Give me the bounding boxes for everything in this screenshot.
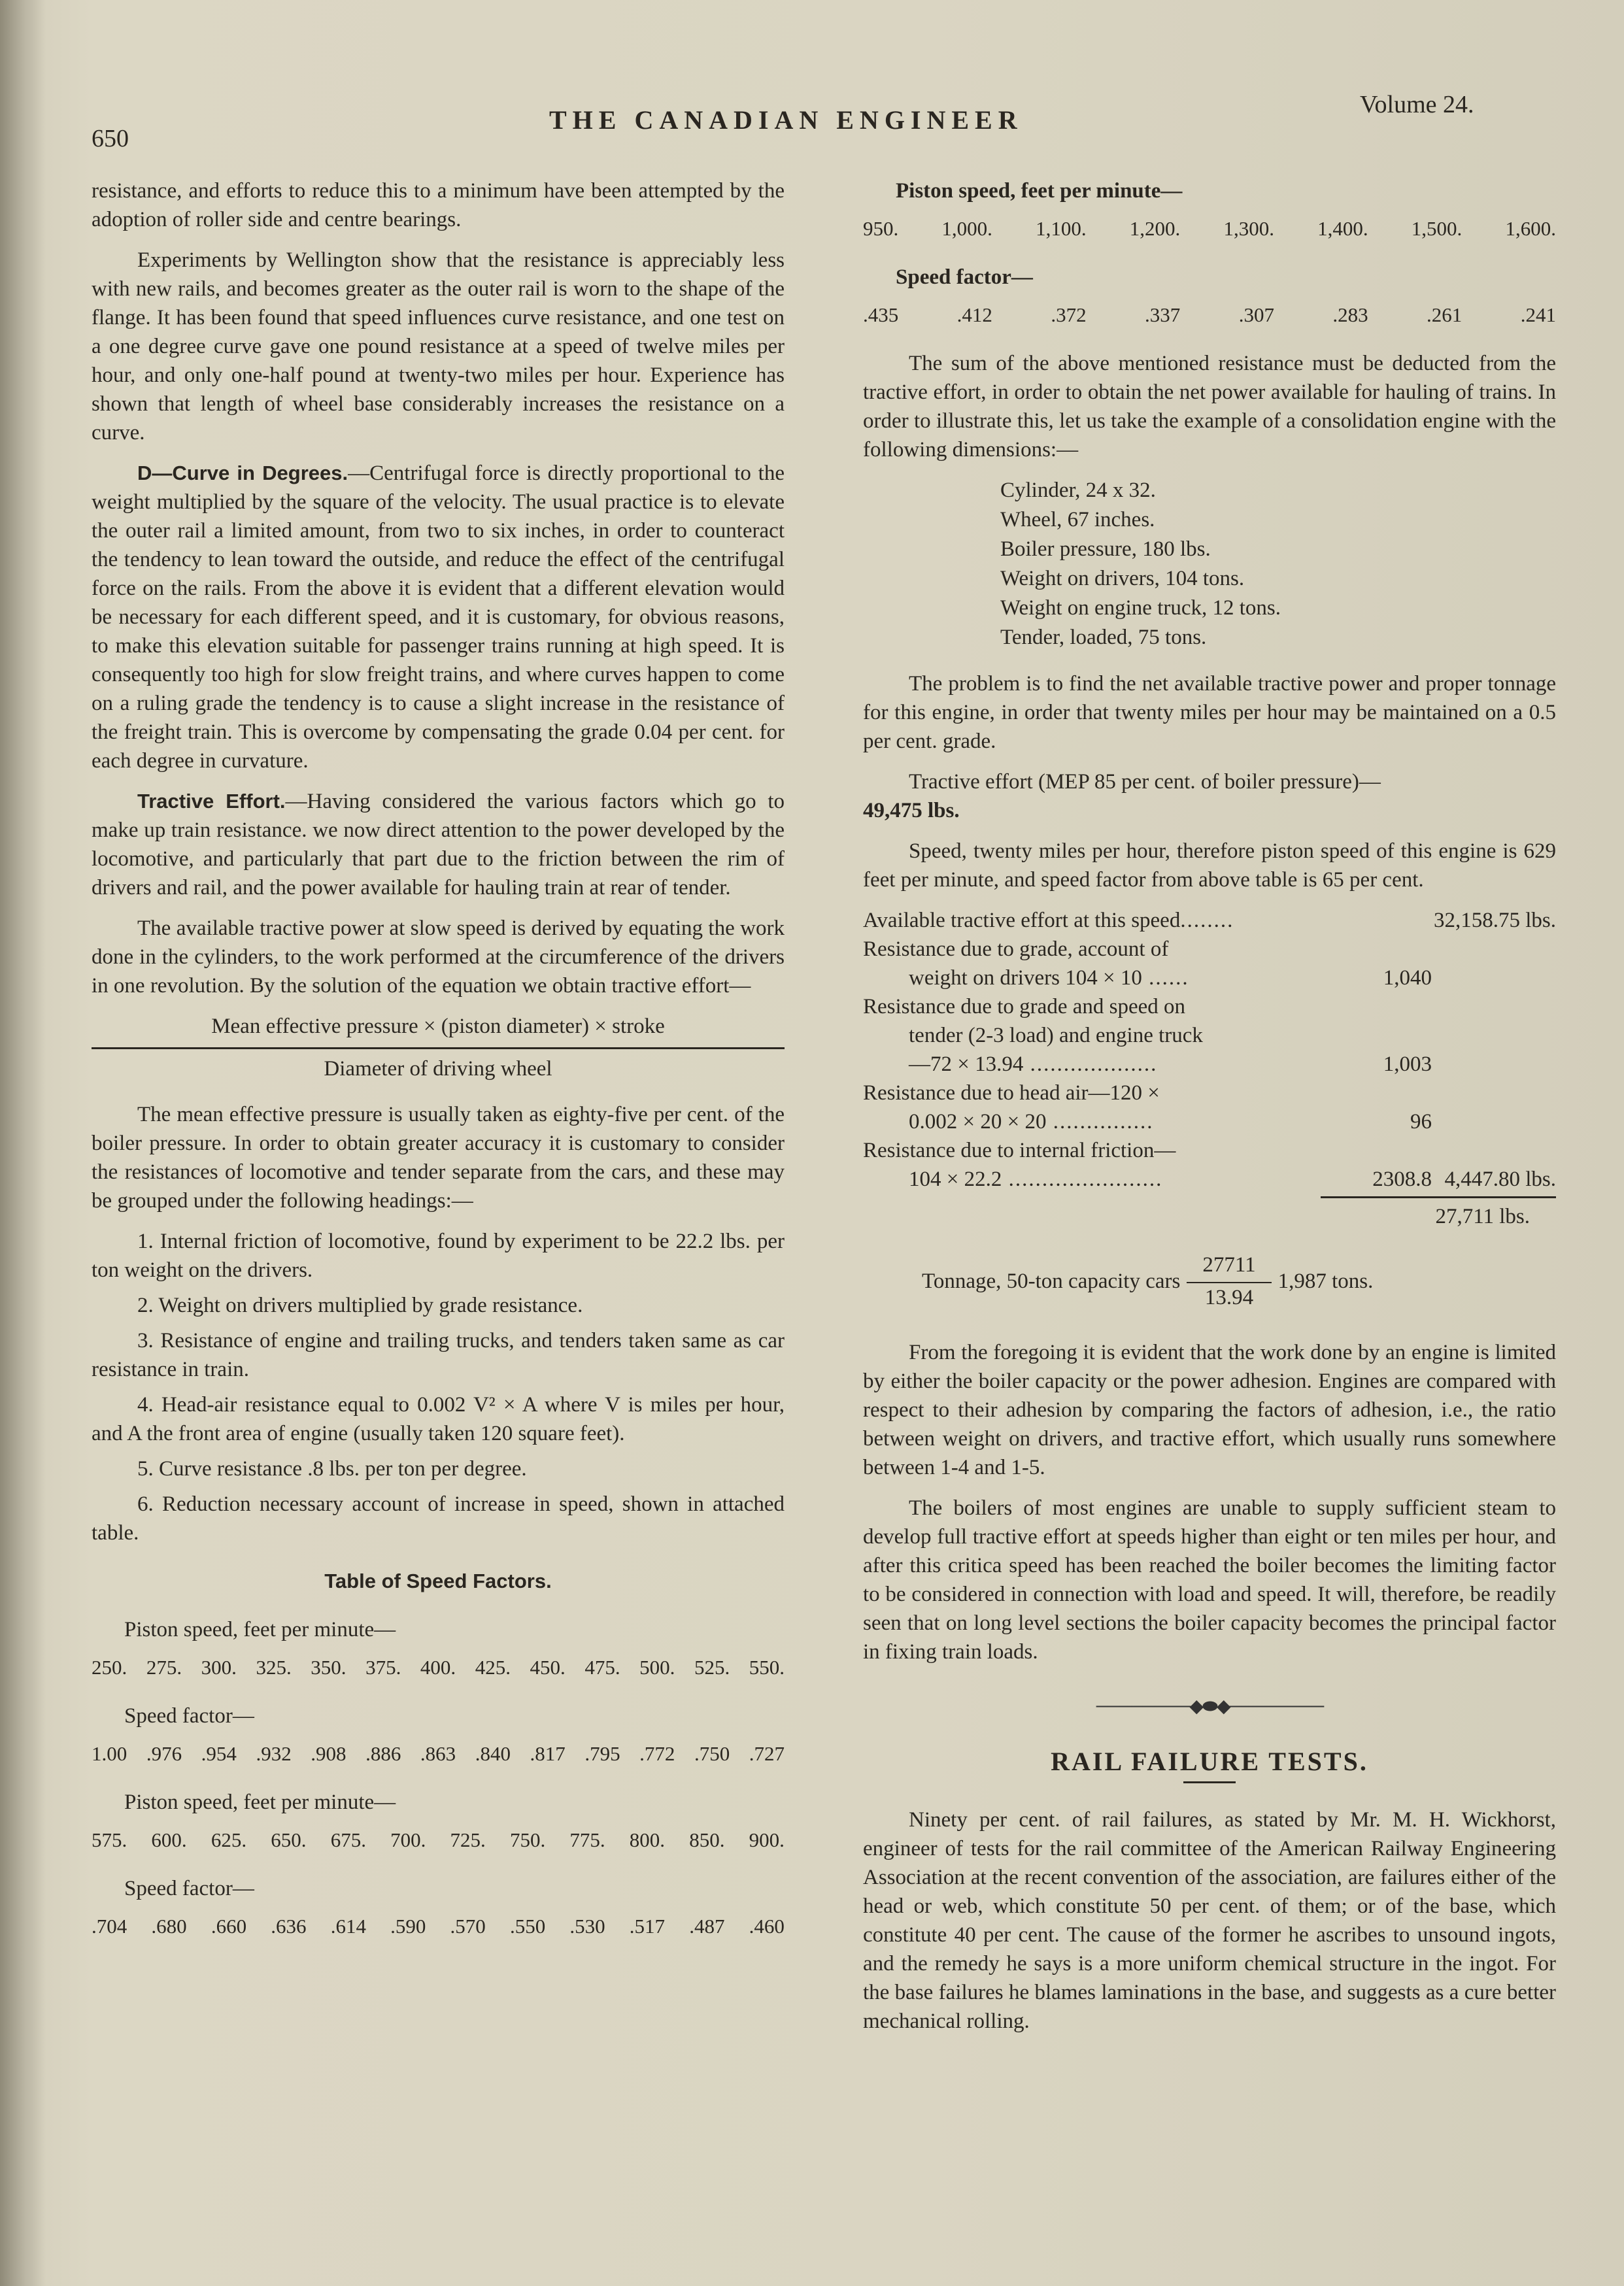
table-cell: .660 xyxy=(211,1915,247,1938)
table-cell: 1,300. xyxy=(1223,217,1274,240)
table-cell: .590 xyxy=(390,1915,426,1938)
table-cell: .886 xyxy=(365,1742,401,1765)
table-cell: 750. xyxy=(509,1828,546,1851)
list-item: 5. Curve resistance .8 lbs. per ton per degree. xyxy=(137,1457,527,1481)
list-item: 4. Head-air resistance equal to 0.002 V² × A where V is miles per hour, and A the front area of engine (usually taken 120 square feet). xyxy=(92,1393,785,1445)
paragraph: Experiments by Wellington show that the resistance is appreciably less with new rails, and becomes greater as the outer rail is worn to the shape of the flange. It has been found that speed influences curve resistance, and one test on a one degree curve gave one pound resistance at a speed of twelve miles per hour, and only one-half pound at twenty-two miles per hour. Experience has shown that length of wheel base considerably increases the resistance on a curve. xyxy=(92,248,785,445)
speed-factor-row xyxy=(92,1740,785,1768)
calc-label: Resistance due to grade, account of xyxy=(863,937,1169,961)
paragraph xyxy=(92,459,785,775)
table-cell: 725. xyxy=(450,1828,486,1851)
table-cell: 525. xyxy=(694,1656,730,1679)
volume-label: Volume 24. xyxy=(1360,91,1474,118)
calc-value: 96 xyxy=(1410,1110,1432,1134)
table-cell: .614 xyxy=(330,1915,366,1938)
table-cell: 1,000. xyxy=(941,217,992,240)
piston-speed-label: Piston speed, feet per minute— xyxy=(124,1618,396,1641)
table-cell: .863 xyxy=(420,1742,456,1765)
table-cell: 775. xyxy=(569,1828,605,1851)
calc-value: 1,040 xyxy=(1383,966,1432,990)
table-cell: 850. xyxy=(689,1828,725,1851)
formula-numerator: Mean effective pressure × (piston diameter) × stroke xyxy=(92,1012,785,1049)
paragraph: From the foregoing it is evident that the work done by an engine is limited by either the boiler capacity or the power adhesion. Engines are compared with respect to their adhesion by comparing the factors of adhesion, i.e., the ratio between weight on drivers, and tractive effort, which usually runs somewhere between 1-4 and 1-5. xyxy=(863,1341,1556,1479)
list-item: 2. Weight on drivers multiplied by grade resistance. xyxy=(137,1294,583,1317)
calc-label: tender (2-3 load) and engine truck xyxy=(909,1024,1203,1047)
tonnage-result: 1,987 tons. xyxy=(1277,1269,1374,1293)
table-cell: 550. xyxy=(749,1656,785,1679)
calc-row xyxy=(863,964,1556,992)
calc-value: 2308.8 xyxy=(1372,1168,1432,1191)
table-cell: 350. xyxy=(311,1656,347,1679)
speed-factor-row xyxy=(92,1912,785,1941)
calc-row xyxy=(863,1136,1556,1165)
table-cell: .435 xyxy=(863,303,899,326)
journal-title: THE CANADIAN ENGINEER xyxy=(549,105,1023,135)
table-cell: 325. xyxy=(256,1656,292,1679)
page-number: 650 xyxy=(92,125,129,152)
calc-row xyxy=(863,1165,1556,1194)
tonnage-fraction xyxy=(1187,1251,1271,1312)
table-cell: 1.00 xyxy=(92,1742,127,1765)
table-cell: 275. xyxy=(146,1656,182,1679)
tonnage-denominator: 13.94 xyxy=(1204,1286,1254,1309)
page-binding-shadow xyxy=(0,0,46,2286)
calc-label: Available tractive effort at this speed........ xyxy=(863,909,1234,932)
table-cell: .337 xyxy=(1145,303,1181,326)
paragraph xyxy=(92,787,785,902)
paragraph xyxy=(863,796,1556,825)
speed-factor-table-title: Table of Speed Factors. xyxy=(324,1570,552,1592)
calc-row xyxy=(863,906,1556,935)
paragraph: Tractive effort (MEP 85 per cent. of boiler pressure)— xyxy=(909,770,1381,794)
table-cell: 450. xyxy=(530,1656,566,1679)
table-cell: .487 xyxy=(689,1915,725,1938)
paragraph: The mean effective pressure is usually taken as eighty-five per cent. of the boiler pressure. In order to obtain greater accuracy it is customary to consider the resistances of locomotive and tender separate from the cars, and these may be grouped under the following headings:— xyxy=(92,1103,785,1213)
piston-speed-label: Piston speed, feet per minute— xyxy=(124,1790,396,1814)
list-item: 6. Reduction necessary account of increase in speed, shown in attached table. xyxy=(92,1492,785,1545)
spec-line: Weight on drivers, 104 tons. xyxy=(1000,567,1245,590)
table-cell: .261 xyxy=(1427,303,1463,326)
table-cell: 950. xyxy=(863,217,899,240)
table-cell: 375. xyxy=(365,1656,401,1679)
calc-label: Resistance due to grade and speed on xyxy=(863,995,1186,1018)
net-tractive-effort: 27,711 lbs. xyxy=(1435,1205,1530,1228)
piston-speed-row xyxy=(92,1826,785,1855)
piston-speed-row xyxy=(92,1653,785,1682)
section-title: RAIL FAILURE TESTS. xyxy=(1051,1747,1368,1776)
table-cell: 1,500. xyxy=(1411,217,1463,240)
table-cell: 300. xyxy=(201,1656,237,1679)
table-cell: .976 xyxy=(146,1742,182,1765)
piston-speed-label: Piston speed, feet per minute— xyxy=(896,179,1183,203)
table-cell: .727 xyxy=(749,1742,785,1765)
list-item: 3. Resistance of engine and trailing trucks, and tenders taken same as car resistance in train. xyxy=(92,1329,785,1381)
tractive-effort-value: 49,475 lbs. xyxy=(863,799,960,822)
paragraph: The sum of the above mentioned resistance must be deducted from the tractive effort, in order to obtain the net power available for hauling of trains. In order to illustrate this, let us take the example of a consolidation engine with the following dimensions:— xyxy=(863,352,1556,462)
table-cell: 400. xyxy=(420,1656,456,1679)
table-cell: .817 xyxy=(530,1742,566,1765)
title-rule xyxy=(1183,1781,1236,1783)
table-cell: .772 xyxy=(639,1742,675,1765)
table-cell: .241 xyxy=(1520,303,1556,326)
tonnage-numerator: 27711 xyxy=(1187,1251,1271,1283)
speed-factor-row xyxy=(863,301,1556,329)
resistance-calculation xyxy=(863,906,1556,1231)
table-cell: .932 xyxy=(256,1742,292,1765)
speed-factor-label: Speed factor— xyxy=(124,1877,254,1900)
table-cell: .908 xyxy=(311,1742,347,1765)
table-cell: 475. xyxy=(584,1656,620,1679)
spec-line: Wheel, 67 inches. xyxy=(1000,508,1155,531)
table-cell: .530 xyxy=(569,1915,605,1938)
calc-label: —72 × 13.94 ................... xyxy=(909,1052,1158,1076)
table-cell: .283 xyxy=(1332,303,1368,326)
piston-speed-row xyxy=(863,214,1556,243)
calc-row xyxy=(863,1021,1556,1050)
table-cell: .750 xyxy=(694,1742,730,1765)
table-cell: .840 xyxy=(475,1742,511,1765)
resistance-list xyxy=(92,1227,785,1547)
tonnage-calculation xyxy=(922,1251,1556,1312)
spec-line: Weight on engine truck, 12 tons. xyxy=(1000,596,1281,620)
calc-label: 104 × 22.2 ....................... xyxy=(909,1168,1163,1191)
calc-row xyxy=(863,992,1556,1021)
table-cell: .570 xyxy=(450,1915,486,1938)
table-cell: .704 xyxy=(92,1915,127,1938)
table-cell: 800. xyxy=(629,1828,666,1851)
table-cell: 575. xyxy=(92,1828,127,1851)
table-cell: 900. xyxy=(749,1828,785,1851)
table-cell: 600. xyxy=(151,1828,187,1851)
table-cell: .550 xyxy=(509,1915,546,1938)
paragraph: Ninety per cent. of rail failures, as stated by Mr. M. H. Wickhorst, engineer of tests for the rail committee of the American Railway Engineering Association at the recent convention of the association, are failures either of the head or web, which constitute 50 per cent. of them; or of the base, which constitute 40 per cent. The cause of the former he ascribes to unsound ingots, and the remedy he says is a more uniform chemical structure in the ingot. For the base failures he blames laminations in the base, and suggests as a cure better mechanical rolling. xyxy=(863,1808,1556,2033)
paragraph-text: —Centrifugal force is directly proportional to the weight multiplied by the square of the velocity. The usual practice is to elevate the outer rail a limited amount, from two to six inches, in order to counteract the tendency to lean toward the outside, and reduce the effect of the centrifugal force on the rails. From the above it is evident that a different elevation would be necessary for each different speed, and it is customary, for obvious reasons, to make this elevation suitable for passenger trains running at high speed. It is consequently too high for slow freight trains, and where curves happen to come on a ruling grade the tendency is to cause a slight increase in the resistance of the freight train. This is overcome by compensating the grade 0.04 per cent. for each degree in curvature. xyxy=(92,462,785,773)
paragraph: The boilers of most engines are unable to supply sufficient steam to develop full tractive effort at speeds higher than eight or ten miles per hour, and after this critica speed has been reached the boiler becomes the limiting factor to be considered in connection with load and speed. It will, therefore, be readily seen that on long level sections the boiler capacity becomes the principal factor in fixing train loads. xyxy=(863,1496,1556,1664)
paragraph: The available tractive power at slow speed is derived by equating the work done in the cylinders, to the work performed at the circumference of the drivers in one revolution. By the solution of the equation we obtain tractive effort— xyxy=(92,916,785,998)
spec-line: Cylinder, 24 x 32. xyxy=(1000,479,1156,502)
run-in-heading: D—Curve in Degrees. xyxy=(137,462,348,484)
table-cell: .795 xyxy=(584,1742,620,1765)
table-cell: 425. xyxy=(475,1656,511,1679)
calc-label: Resistance due to internal friction— xyxy=(863,1139,1176,1162)
table-cell: 1,400. xyxy=(1317,217,1368,240)
table-cell: 1,600. xyxy=(1505,217,1556,240)
table-cell: 1,100. xyxy=(1036,217,1087,240)
calc-label: 0.002 × 20 × 20 ............... xyxy=(909,1110,1154,1134)
table-cell: .517 xyxy=(629,1915,666,1938)
run-in-heading: Tractive Effort. xyxy=(137,790,286,813)
page-header xyxy=(0,78,1624,152)
sum-rule xyxy=(1321,1196,1556,1198)
table-cell: .412 xyxy=(956,303,992,326)
paragraph: resistance, and efforts to reduce this to a minimum have been attempted by the adoption of roller side and centre bearings. xyxy=(92,179,785,231)
table-cell: .636 xyxy=(271,1915,307,1938)
table-cell: 250. xyxy=(92,1656,127,1679)
table-cell: 700. xyxy=(390,1828,426,1851)
calc-total: 4,447.80 lbs. xyxy=(1444,1168,1556,1191)
formula-denominator: Diameter of driving wheel xyxy=(324,1057,552,1081)
table-cell: .460 xyxy=(749,1915,785,1938)
calc-row xyxy=(863,1050,1556,1079)
calc-value: 1,003 xyxy=(1383,1052,1432,1076)
table-cell: 1,200. xyxy=(1129,217,1181,240)
table-cell: 500. xyxy=(639,1656,675,1679)
right-column xyxy=(863,176,1556,2047)
calc-label: weight on drivers 104 × 10 ...... xyxy=(909,966,1189,990)
calc-label: Resistance due to head air—120 × xyxy=(863,1081,1160,1105)
speed-factor-label: Speed factor— xyxy=(124,1704,254,1728)
table-cell: .680 xyxy=(151,1915,187,1938)
engine-dimensions xyxy=(1000,476,1556,652)
calc-row xyxy=(863,1079,1556,1107)
left-column xyxy=(92,176,785,1960)
spec-line: Tender, loaded, 75 tons. xyxy=(1000,626,1207,649)
table-cell: 625. xyxy=(211,1828,247,1851)
table-cell: .372 xyxy=(1051,303,1087,326)
calc-row xyxy=(863,935,1556,964)
table-cell: .954 xyxy=(201,1742,237,1765)
paragraph: Speed, twenty miles per hour, therefore piston speed of this engine is 629 feet per minute, and speed factor from above table is 65 per cent. xyxy=(863,839,1556,892)
table-cell: 650. xyxy=(271,1828,307,1851)
paragraph: The problem is to find the net available tractive power and proper tonnage for this engine, in order that twenty miles per hour may be maintained on a 0.5 per cent. grade. xyxy=(863,672,1556,753)
section-divider-ornament: ────────◆⬬◆──────── xyxy=(1096,1696,1323,1717)
calc-value: 32,158.75 lbs. xyxy=(1433,909,1556,932)
spec-line: Boiler pressure, 180 lbs. xyxy=(1000,537,1211,561)
list-item: 1. Internal friction of locomotive, found by experiment to be 22.2 lbs. per ton weight on the drivers. xyxy=(92,1230,785,1282)
paragraph-text: —Having considered the various factors which go to make up train resistance. we now direct attention to the power developed by the locomotive, and particularly that part due to the friction between the rim of drivers and rail, and the power available for hauling train at rear of tender. xyxy=(92,790,785,899)
table-cell: 675. xyxy=(330,1828,366,1851)
table-cell: .307 xyxy=(1238,303,1274,326)
calc-row xyxy=(863,1107,1556,1136)
speed-factor-label: Speed factor— xyxy=(896,265,1033,289)
tractive-effort-formula xyxy=(92,1012,785,1083)
tonnage-label: Tonnage, 50-ton capacity cars xyxy=(922,1269,1181,1293)
